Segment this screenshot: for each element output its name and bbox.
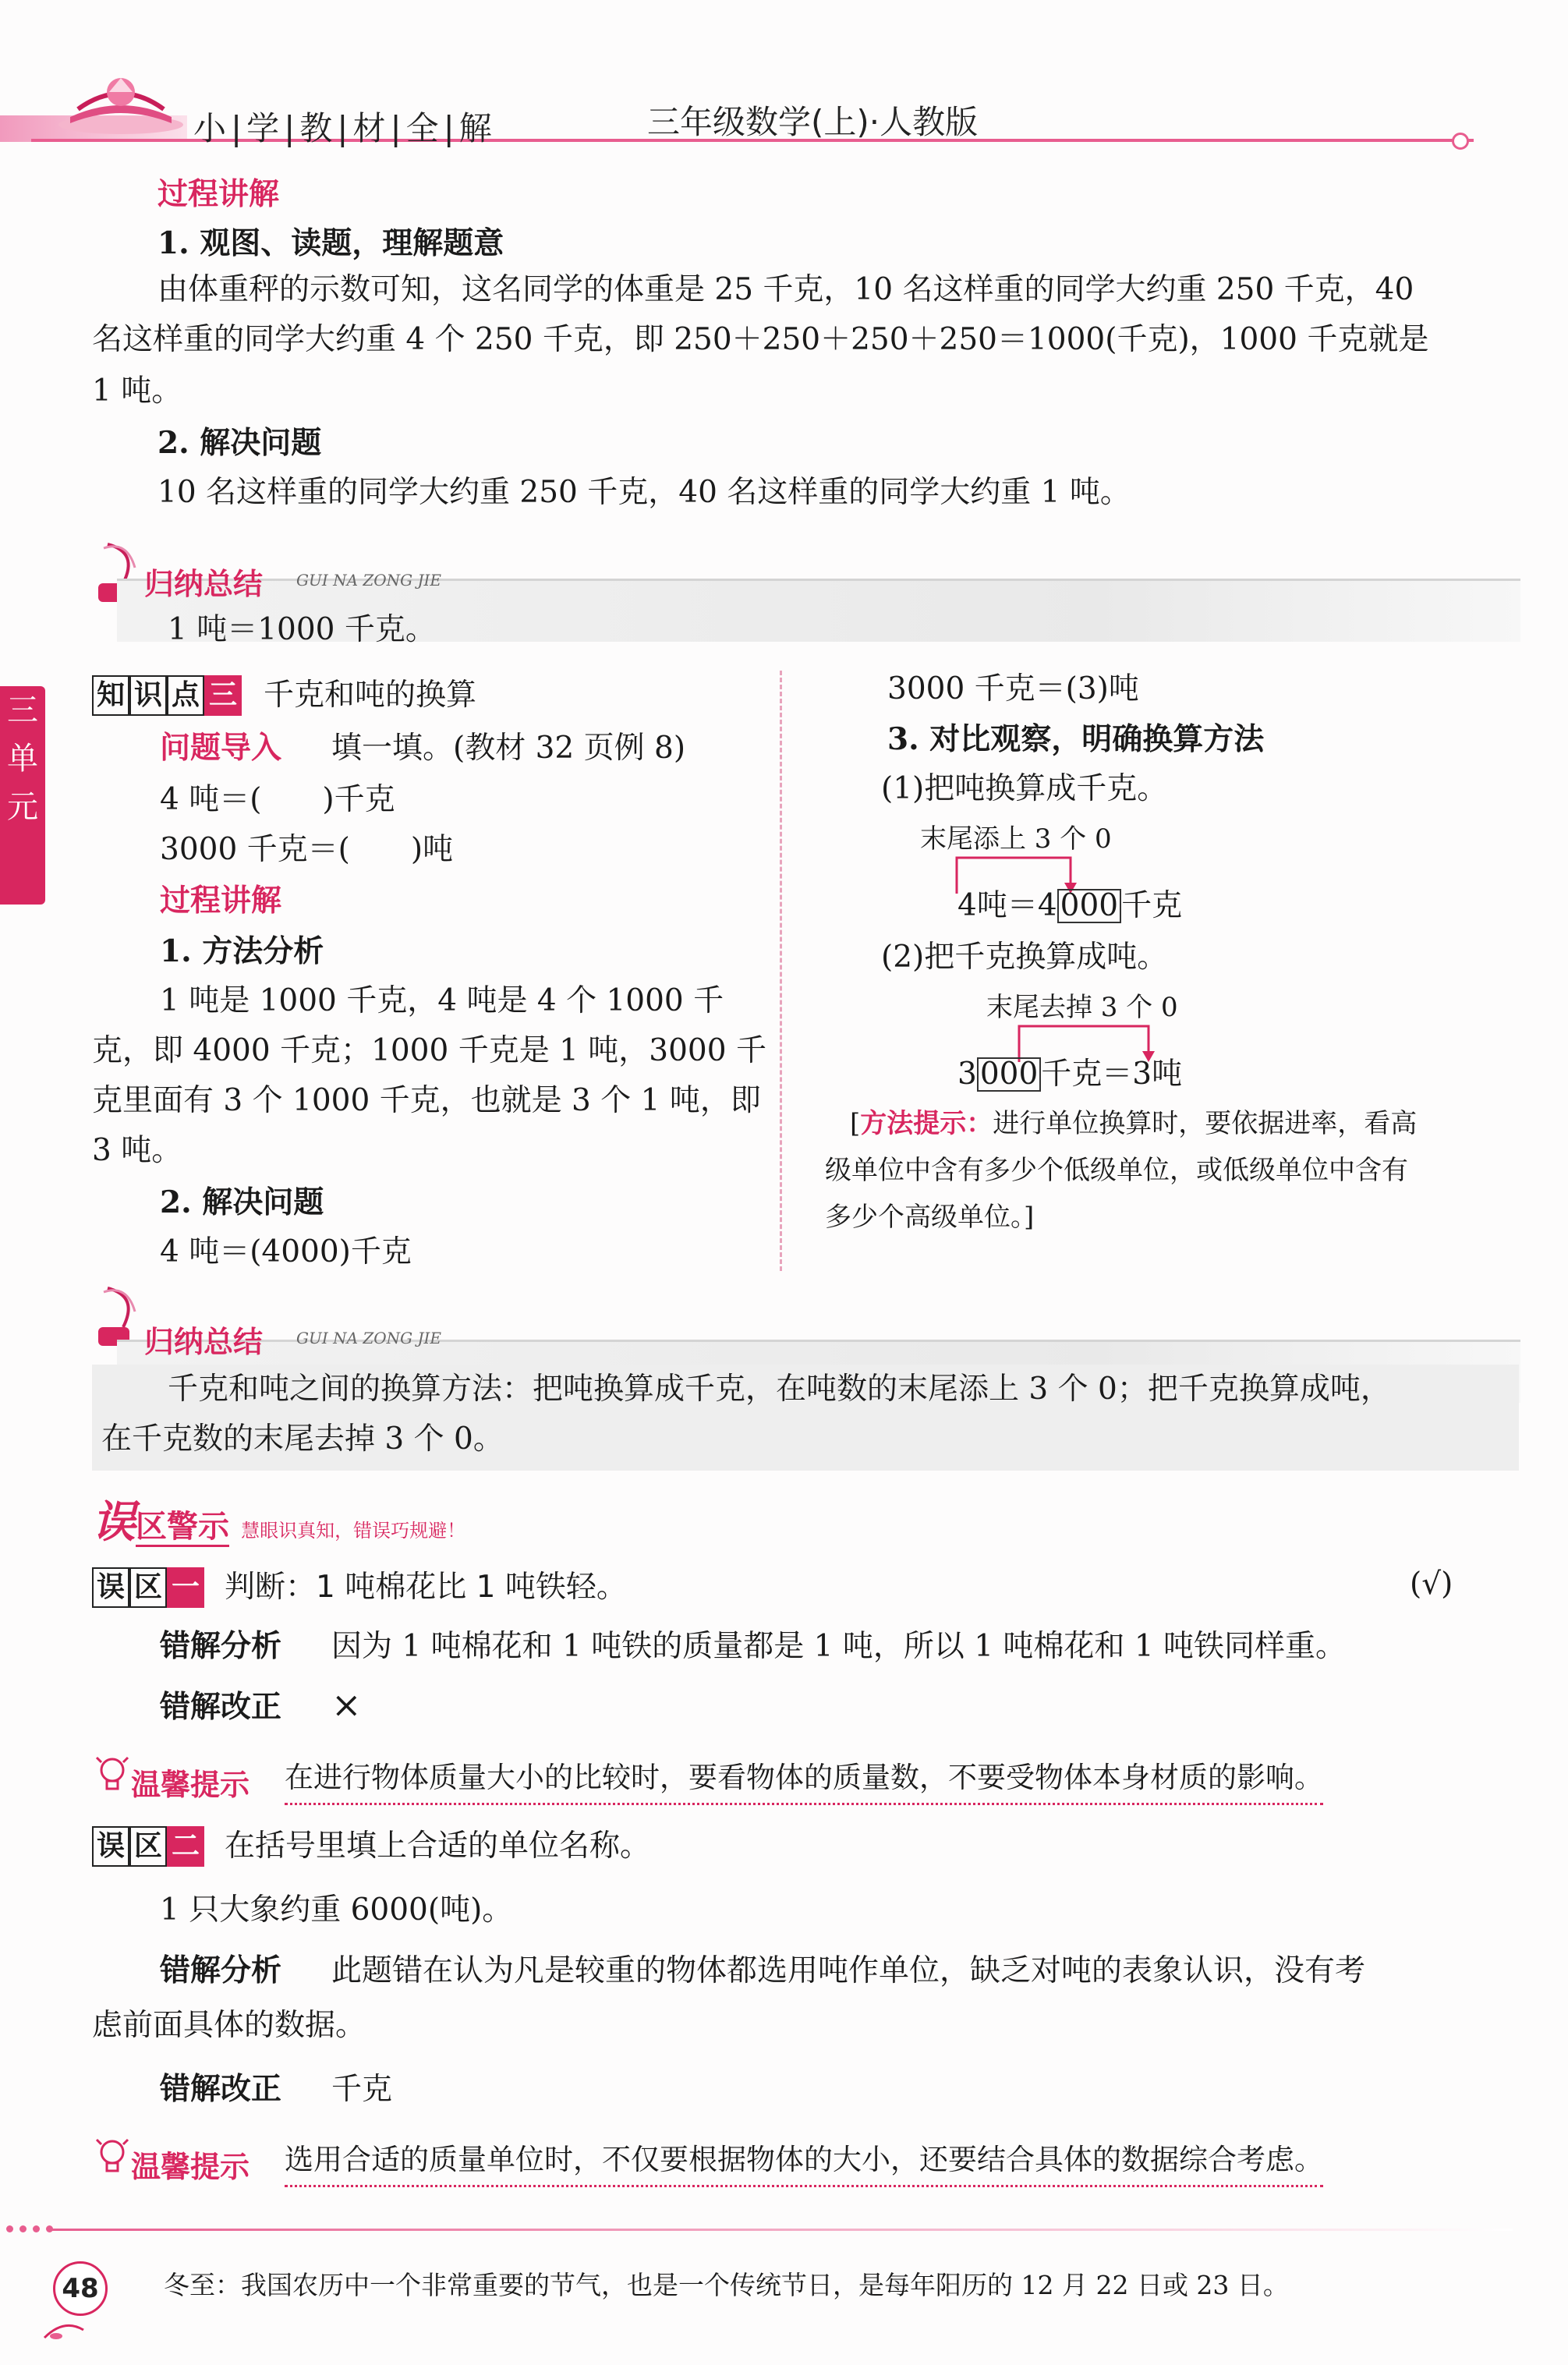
pitfall-2-label [92, 1826, 204, 1867]
pitfall-2-question: 在括号里填上合适的单位名称。 [225, 1829, 651, 1864]
pitfall-1-analysis: 因为 1 吨棉花和 1 吨铁的质量都是 1 吨，所以 1 吨棉花和 1 吨铁同样重。 [331, 1629, 1347, 1664]
right-answer: 3000 千克＝(3)吨 [887, 671, 1139, 706]
summary-text-2-line2: 在千克数的末尾去掉 3 个 0。 [101, 1421, 504, 1457]
method-tip-line-3: 多少个高级单位。] [825, 1202, 1035, 1233]
pitfall-2-label-num: 二 [167, 1826, 204, 1867]
method-line-1: 1 吨是 1000 千克，4 吨是 4 个 1000 千 [160, 983, 724, 1018]
kp3-label-char-3: 点 [167, 675, 204, 716]
kg2t-title: (2)把千克换算成吨。 [881, 940, 1168, 975]
t2kg-eq-boxed-zeros: 000 [1057, 889, 1121, 923]
pitfall-1-fix: × [331, 1683, 362, 1726]
t2kg-eq-left: 4吨＝4 [957, 888, 1057, 923]
summary-text-2-line1: 千克和吨之间的换算方法：把吨换算成千克，在吨数的末尾添上 3 个 0；把千克换算成吨， [168, 1372, 1391, 1407]
compare-title: 3. 对比观察，明确换算方法 [887, 721, 1265, 757]
lightbulb-icon-2 [94, 2135, 131, 2179]
unit-tab-char-2: 单 [7, 741, 38, 777]
pitfall-2-analysis-label: 错解分析 [160, 1953, 282, 1988]
lightbulb-icon [94, 1753, 131, 1797]
pitfall-1-fix-label: 错解改正 [160, 1690, 282, 1725]
method-tip-label: 方法提示： [860, 1108, 993, 1139]
t2kg-title: (1)把吨换算成千克。 [881, 771, 1168, 806]
pitfall-1-label-char-2: 区 [129, 1567, 167, 1608]
pitfall-2-analysis-line1: 此题错在认为凡是较重的物体都选用吨作单位，缺乏对吨的表象认识，没有考 [331, 1953, 1366, 1988]
pitfall-banner-title: 区警示 [136, 1509, 229, 1547]
t2kg-equation [957, 881, 1182, 931]
method-tip-line-1 [850, 1101, 1417, 1146]
book-logo-icon [55, 62, 187, 136]
s1-para-line2: 名这样重的同学大约重 4 个 250 千克，即 250＋250＋250＋250＝1000(千克)，1000 千克就是 [92, 322, 1429, 357]
kg2t-equation [957, 1050, 1182, 1099]
page-number: 48 [53, 2261, 108, 2316]
pitfall-banner-char: 误 [92, 1496, 136, 1548]
summary-pinyin-2: GUI NA ZONG JIE [296, 1329, 442, 1347]
method-tip-line-2: 级单位中含有多少个低级单位，或低级单位中含有 [825, 1155, 1408, 1186]
footer-note: 冬至：我国农历中一个非常重要的节气，也是一个传统节日，是每年阳历的 12 月 22 日或 23 日。 [164, 2270, 1289, 2300]
kp3-label-num: 三 [204, 675, 242, 716]
t2kg-note: 末尾添上 3 个 0 [920, 823, 1112, 855]
pitfall-2-fix: 千克 [331, 2072, 393, 2107]
pitfall-1-label-num: 一 [167, 1567, 204, 1608]
book-title: 三年级数学(上)·人教版 [647, 103, 979, 141]
kg2t-eq-right: 千克＝3吨 [1041, 1057, 1183, 1092]
pitfall-banner [92, 1488, 465, 1550]
method-line-4: 3 吨。 [92, 1133, 182, 1168]
s1-para-line3: 1 吨。 [92, 374, 182, 409]
method-tip-text-1: 进行单位换算时，要依据进率，看高 [993, 1108, 1418, 1139]
kp3-label [92, 675, 242, 716]
header-rule-end-dot [1452, 133, 1469, 150]
intro-text: 填一填。(教材 32 页例 8) [331, 731, 686, 766]
pitfall-1-analysis-label: 错解分析 [160, 1629, 282, 1664]
unit-tab-char-1: 三 [7, 692, 38, 728]
leaf-ornament-icon [41, 2314, 87, 2346]
summary-label-1: 归纳总结 [144, 567, 264, 601]
pitfall-1-mark: (√) [1410, 1567, 1453, 1602]
pitfall-2-label-char-2: 区 [129, 1826, 167, 1867]
summary-label-2: 归纳总结 [144, 1325, 264, 1359]
pitfall-1-label [92, 1567, 204, 1608]
question-1: 4 吨＝( )千克 [160, 782, 395, 817]
step2-title: 2. 解决问题 [158, 425, 322, 461]
tip-2-label: 温馨提示 [131, 2150, 250, 2184]
kp3-label-char-2: 识 [129, 675, 167, 716]
tip-1-label: 温馨提示 [131, 1768, 250, 1802]
kg2t-eq-left: 3 [957, 1057, 977, 1092]
solve-answer: 4 吨＝(4000)千克 [160, 1234, 412, 1269]
series-title: 小|学|教|材|全|解 [193, 109, 497, 147]
kp3-process-heading: 过程讲解 [160, 883, 282, 919]
t2kg-eq-unit: 千克 [1121, 888, 1183, 923]
footer-dots [6, 2221, 53, 2236]
method-tip-open-bracket: [ [850, 1108, 861, 1139]
s1-answer: 10 名这样重的同学大约重 250 千克，40 名这样重的同学大约重 1 吨。 [158, 475, 1131, 510]
process-heading: 过程讲解 [158, 177, 280, 212]
method-title: 1. 方法分析 [160, 933, 324, 969]
step1-title: 1. 观图、读题，理解题意 [158, 225, 504, 261]
kp3-title: 千克和吨的换算 [264, 678, 477, 713]
kp3-label-char-1: 知 [92, 675, 129, 716]
footer-rule [47, 2229, 1513, 2231]
pitfall-2-label-char-1: 误 [92, 1826, 129, 1867]
pitfall-1-label-char-1: 误 [92, 1567, 129, 1608]
unit-tab-char-3: 元 [7, 789, 38, 825]
pitfall-2-item: 1 只大象约重 6000(吨)。 [160, 1892, 513, 1928]
pitfall-1-question: 判断：1 吨棉花比 1 吨铁轻。 [225, 1570, 627, 1605]
s1-para-line1: 由体重秤的示数可知，这名同学的体重是 25 千克，10 名这样重的同学大约重 250 千克，40 [158, 272, 1414, 307]
method-line-3: 克里面有 3 个 1000 千克，也就是 3 个 1 吨，即 [92, 1083, 761, 1118]
pitfall-2-analysis-line2: 虑前面具体的数据。 [92, 2008, 366, 2043]
summary-pinyin-1: GUI NA ZONG JIE [296, 571, 442, 589]
column-divider [780, 671, 782, 1271]
tip-1-text: 在进行物体质量大小的比较时，要看物体的质量数，不要受物体本身材质的影响。 [285, 1753, 1323, 1805]
kg2t-note: 末尾去掉 3 个 0 [986, 992, 1178, 1023]
method-line-2: 克，即 4000 千克；1000 千克是 1 吨，3000 千 [92, 1033, 766, 1068]
tip-2-text: 选用合适的质量单位时，不仅要根据物体的大小，还要结合具体的数据综合考虑。 [285, 2135, 1323, 2187]
kg2t-eq-boxed-zeros: 000 [977, 1057, 1041, 1092]
question-2: 3000 千克＝( )吨 [160, 832, 454, 867]
summary-text-1: 1 吨＝1000 千克。 [168, 612, 436, 647]
pitfall-2-fix-label: 错解改正 [160, 2072, 282, 2107]
solve-title: 2. 解决问题 [160, 1184, 324, 1220]
intro-label: 问题导入 [160, 731, 282, 766]
unit-side-tab [0, 686, 45, 905]
pitfall-banner-sub: 慧眼识真知，错误巧规避！ [241, 1520, 466, 1542]
